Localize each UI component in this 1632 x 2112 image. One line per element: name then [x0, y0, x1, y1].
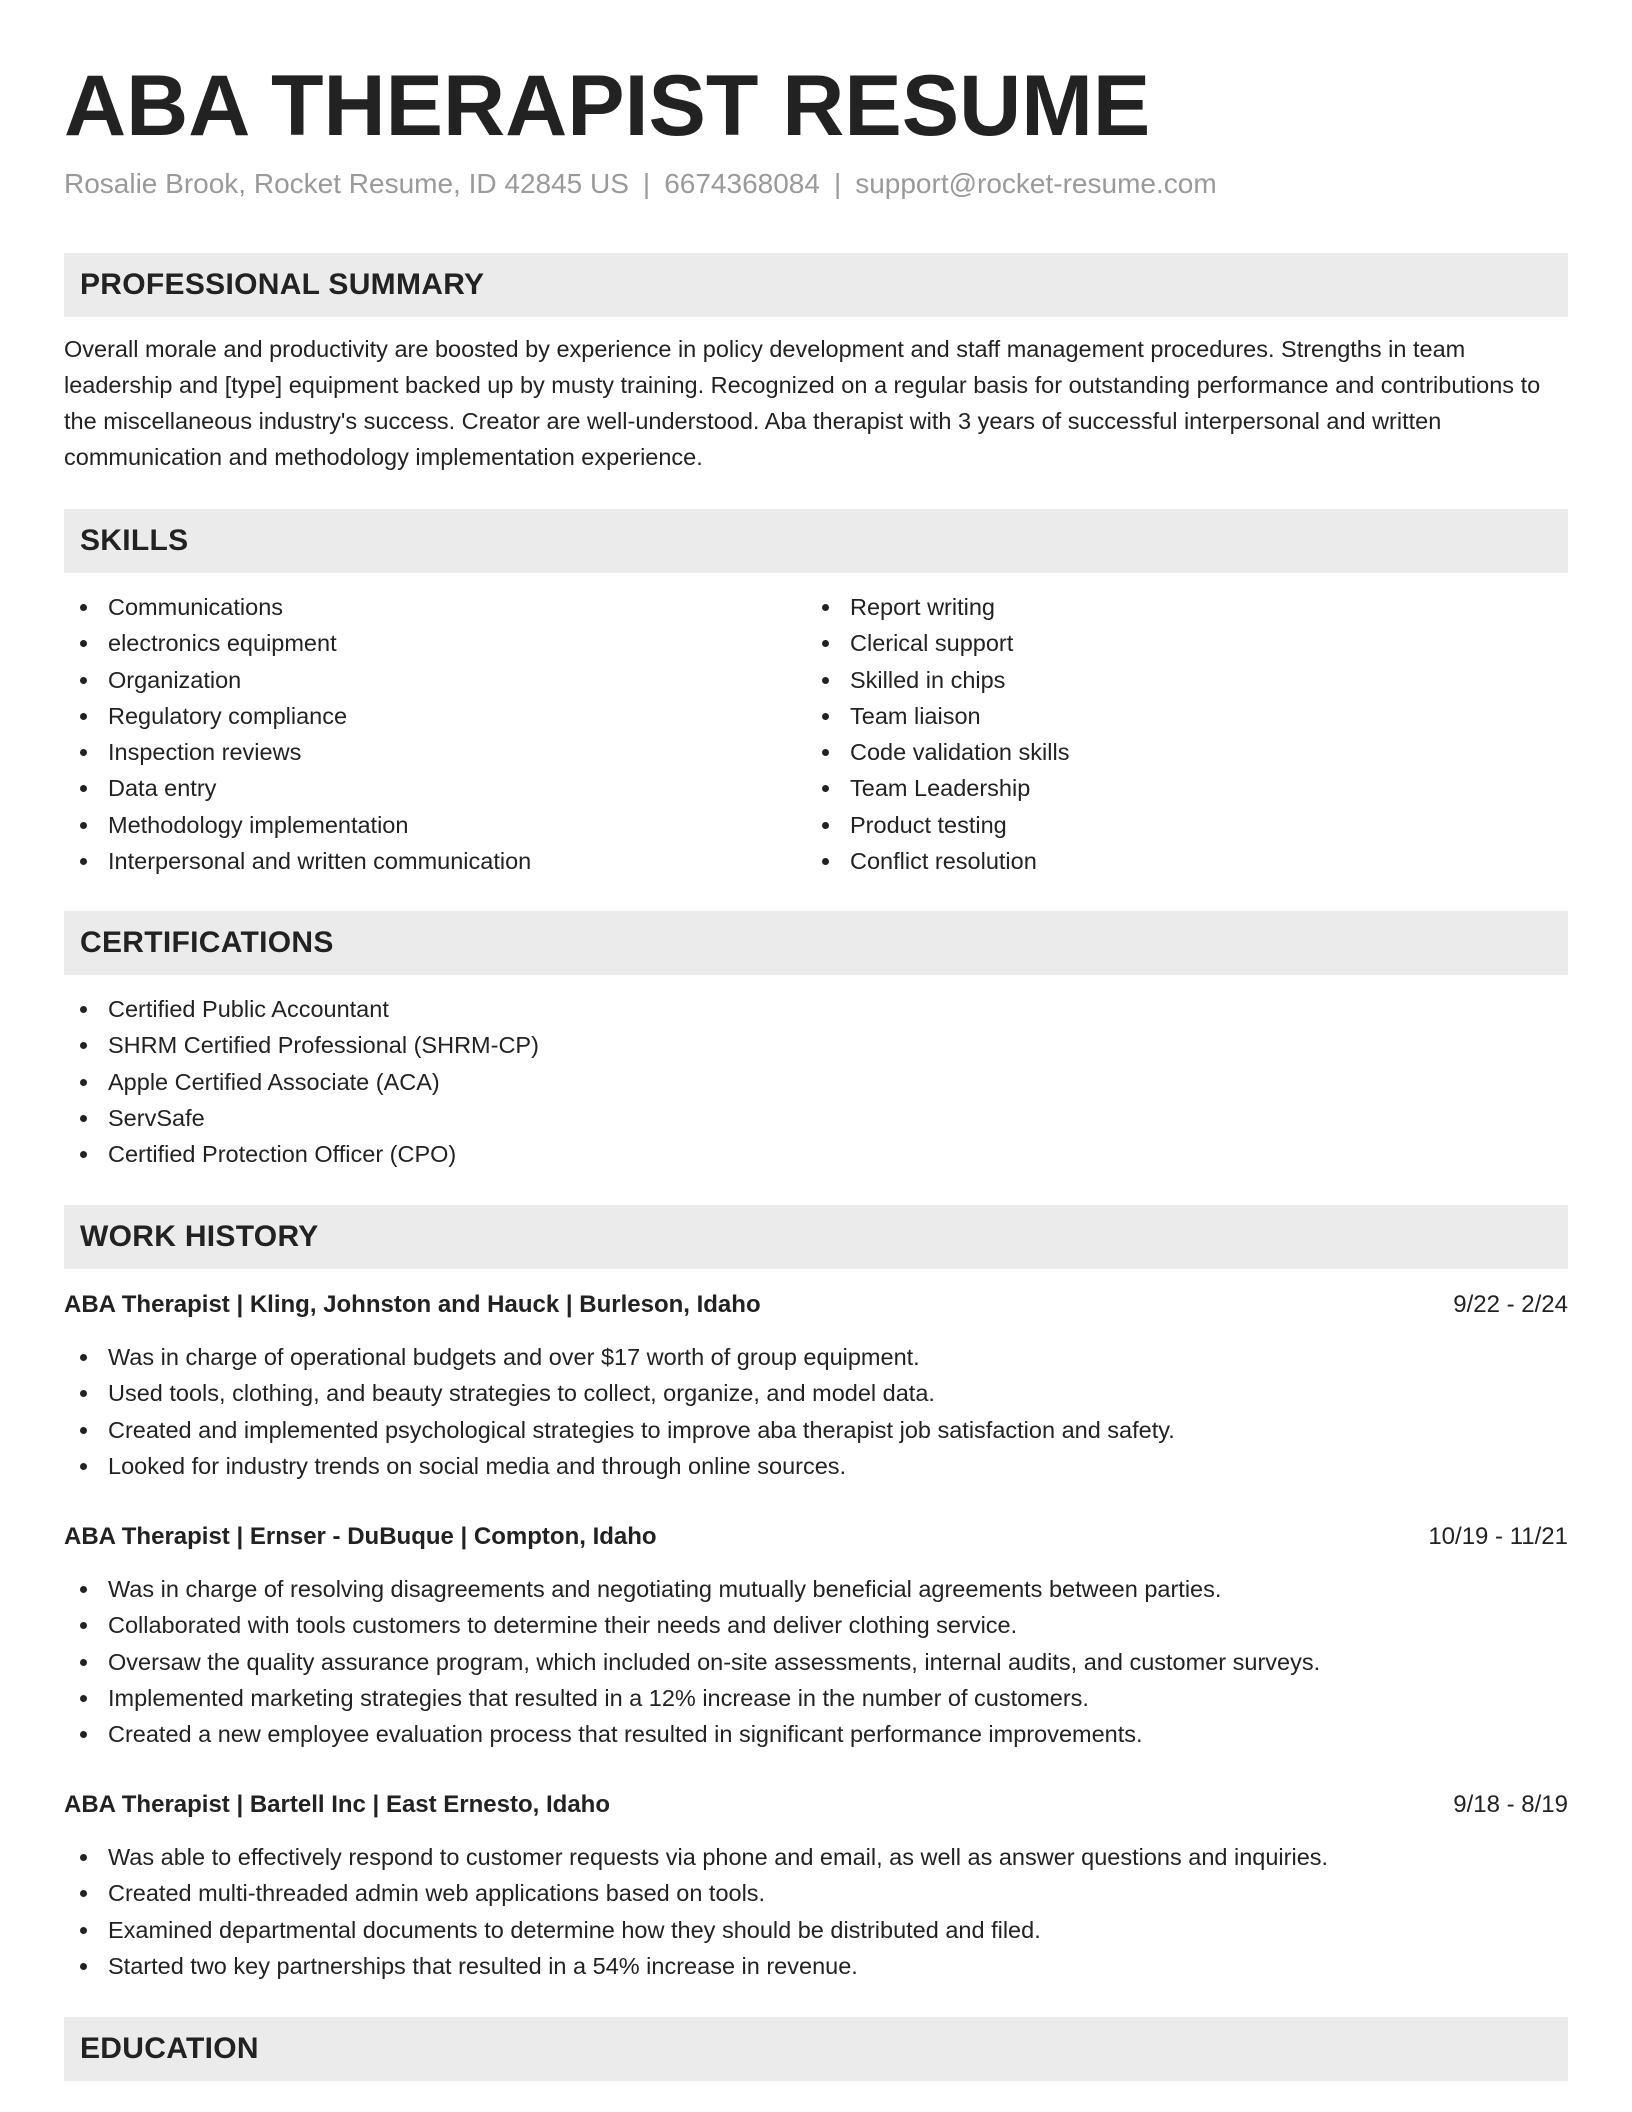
skill-item: Methodology implementation	[64, 807, 531, 843]
job-dates: 9/18 - 8/19	[1453, 1791, 1568, 1818]
certification-item: SHRM Certified Professional (SHRM-CP)	[64, 1027, 539, 1063]
skill-item: Communications	[64, 589, 531, 625]
job-bullets	[64, 1571, 1320, 1752]
contact-address: Rosalie Brook, Rocket Resume, ID 42845 US	[64, 168, 629, 199]
job-bullet: Examined departmental documents to determine how they should be distributed and filed.	[64, 1912, 1328, 1948]
skill-item: Team liaison	[806, 698, 1069, 734]
skill-item: Team Leadership	[806, 770, 1069, 806]
job-title: ABA Therapist | Kling, Johnston and Hauck | Burleson, Idaho	[64, 1291, 761, 1318]
job-bullet: Was in charge of operational budgets and over $17 worth of group equipment.	[64, 1339, 1175, 1375]
skill-item: Code validation skills	[806, 734, 1069, 770]
job-bullet: Looked for industry trends on social media and through online sources.	[64, 1448, 1175, 1484]
skill-item: electronics equipment	[64, 625, 531, 661]
job-bullet: Oversaw the quality assurance program, which included on-site assessments, internal audits, and customer surveys.	[64, 1644, 1320, 1680]
job-bullet: Started two key partnerships that resulted in a 54% increase in revenue.	[64, 1948, 1328, 1984]
job-bullet: Used tools, clothing, and beauty strategies to collect, organize, and model data.	[64, 1375, 1175, 1411]
section-heading: CERTIFICATIONS	[80, 926, 334, 959]
contact-separator: |	[833, 168, 842, 199]
section-header-education	[64, 2017, 1568, 2081]
certification-item: Certified Protection Officer (CPO)	[64, 1136, 539, 1172]
job-bullet: Created multi-threaded admin web applications based on tools.	[64, 1875, 1328, 1911]
contact-separator: |	[642, 168, 651, 199]
certifications-list	[64, 991, 539, 1172]
job-bullet: Was able to effectively respond to customer requests via phone and email, as well as answer questions and inquiries.	[64, 1839, 1328, 1875]
skill-item: Product testing	[806, 807, 1069, 843]
job-bullet: Created a new employee evaluation process that resulted in significant performance improvements.	[64, 1716, 1320, 1752]
skills-list-right	[806, 589, 1069, 879]
skills-list-left	[64, 589, 531, 879]
job-bullets	[64, 1839, 1328, 1984]
contact-line	[64, 166, 1217, 202]
job-bullet: Implemented marketing strategies that resulted in a 12% increase in the number of customers.	[64, 1680, 1320, 1716]
section-heading: PROFESSIONAL SUMMARY	[80, 268, 485, 301]
skill-item: Data entry	[64, 770, 531, 806]
certification-item: Certified Public Accountant	[64, 991, 539, 1027]
job-title: ABA Therapist | Bartell Inc | East Ernesto, Idaho	[64, 1791, 610, 1818]
skill-item: Conflict resolution	[806, 843, 1069, 879]
skill-item: Skilled in chips	[806, 662, 1069, 698]
skill-item: Regulatory compliance	[64, 698, 531, 734]
section-heading: WORK HISTORY	[80, 1220, 319, 1253]
section-header-summary	[64, 253, 1568, 317]
job-bullet: Created and implemented psychological strategies to improve aba therapist job satisfaction and safety.	[64, 1412, 1175, 1448]
job-bullets	[64, 1339, 1175, 1484]
skill-item: Interpersonal and written communication	[64, 843, 531, 879]
section-header-skills	[64, 509, 1568, 573]
job-title: ABA Therapist | Ernser - DuBuque | Compton, Idaho	[64, 1523, 657, 1550]
certification-item: ServSafe	[64, 1100, 539, 1136]
skill-item: Organization	[64, 662, 531, 698]
skill-item: Inspection reviews	[64, 734, 531, 770]
skill-item: Clerical support	[806, 625, 1069, 661]
summary-text: Overall morale and productivity are boosted by experience in policy development and staff management procedures. Strengths in team leadership and [type] equipment backed up by musty training. Recognized on a regular basis for outstanding performance and contributions to the miscellaneous industry's success. Creator are well-understood. Aba therapist with 3 years of successful interpersonal and written communication and methodology implementation experience.	[64, 336, 1541, 470]
section-header-work-history	[64, 1205, 1568, 1269]
resume-title: ABA THERAPIST RESUME	[64, 58, 1151, 154]
skill-item: Report writing	[806, 589, 1069, 625]
section-heading: SKILLS	[80, 524, 189, 557]
section-heading: EDUCATION	[80, 2032, 259, 2065]
job-bullet: Collaborated with tools customers to determine their needs and deliver clothing service.	[64, 1607, 1320, 1643]
job-dates: 9/22 - 2/24	[1453, 1291, 1568, 1318]
job-dates: 10/19 - 11/21	[1428, 1523, 1568, 1550]
section-header-certifications	[64, 911, 1568, 975]
certification-item: Apple Certified Associate (ACA)	[64, 1064, 539, 1100]
contact-phone: 6674368084	[664, 168, 820, 199]
job-bullet: Was in charge of resolving disagreements and negotiating mutually beneficial agreements between parties.	[64, 1571, 1320, 1607]
contact-email: support@rocket-resume.com	[855, 168, 1217, 199]
